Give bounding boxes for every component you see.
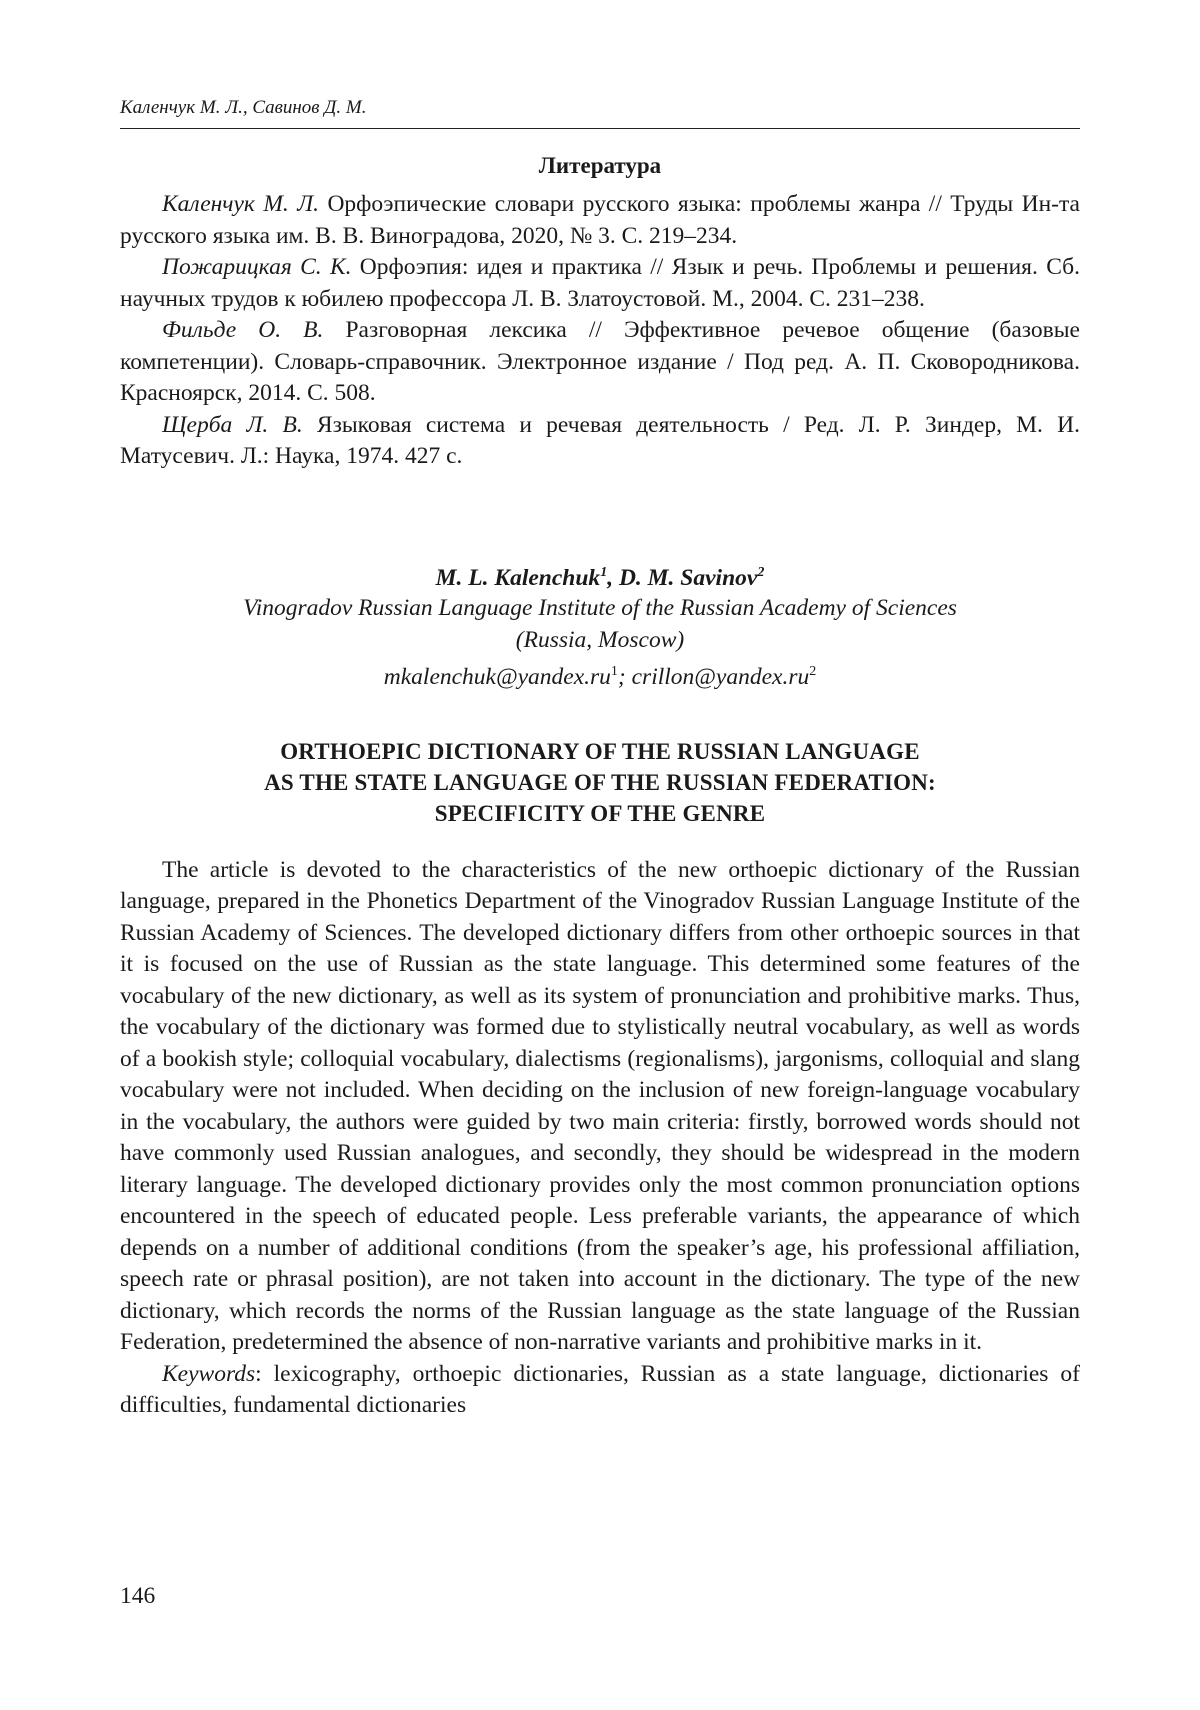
email-2-marker: 2 (809, 664, 817, 680)
title-line-2: AS THE STATE LANGUAGE OF THE RUSSIAN FEDERATION: (264, 769, 936, 795)
affiliation-line-2: (Russia, Moscow) (515, 626, 685, 653)
title-line-3: SPECIFICITY OF THE GENRE (434, 800, 766, 826)
reference-item (120, 410, 1080, 473)
reference-list (120, 189, 1080, 473)
title-line-1: ORTHOEPIC DICTIONARY OF THE RUSSIAN LANGUAGE (280, 738, 920, 764)
reference-authors: Фильде О. В. (162, 317, 324, 343)
keywords-text: : lexicography, orthoepic dictionaries, Russian as a state language, dictionaries of difficulties, fundamental dictionaries (120, 1360, 1080, 1419)
reference-item (120, 189, 1080, 252)
author-emails (120, 656, 1080, 693)
reference-authors: Щерба Л. В. (162, 411, 303, 438)
running-head: Каленчук М. Л., Савинов Д. М. (120, 96, 1080, 129)
email-1-marker: 1 (610, 664, 618, 680)
email-2: crillon@yandex.ru (631, 664, 810, 691)
document-page (120, 96, 1080, 1422)
author-1: M. L. Kalenchuk (435, 564, 601, 591)
author-separator: , (607, 564, 619, 591)
keywords (120, 1359, 1080, 1422)
reference-item (120, 252, 1080, 315)
author-2-marker: 2 (757, 564, 765, 580)
english-authors (120, 557, 1080, 594)
reference-text: Орфоэпия: идея и практика // Язык и речь. Проблемы и решения. Сб. научных трудов к юбилею профессора Л. В. Златоустовой. М., 2004. С. 231–238. (120, 254, 1080, 312)
references-heading: Литература (538, 153, 662, 178)
reference-text: Орфоэпические словари русского языка: проблемы жанра // Труды Ин-та русского языка им. В. В. Виноградова, 2020, № 3. С. 219–234. (120, 191, 1080, 249)
author-2: D. M. Savinov (618, 564, 758, 591)
author-1-marker: 1 (600, 564, 608, 580)
keywords-label: Keywords (162, 1360, 256, 1387)
reference-authors: Каленчук М. Л. (162, 191, 320, 217)
reference-text: Языковая система и речевая деятельность / Ред. Л. Р. Зиндер, М. И. Матусевич. Л.: Наука, 1974. 427 с. (120, 411, 1080, 469)
email-separator: ; (617, 664, 632, 691)
affiliation-line-1: Vinogradov Russian Language Institute of the Russian Academy of Sciences (243, 595, 957, 622)
page-number: 146 (120, 1583, 156, 1609)
reference-text: Разговорная лексика // Эффективное речевое общение (базовые компетенции). Словарь-справочник. Электронное издание / Под ред. А. П. Сковородникова. Красноярск, 2014. С. 508. (120, 317, 1080, 406)
reference-authors: Пожарицкая С. К. (162, 254, 352, 280)
abstract (120, 855, 1080, 1359)
english-author-block (120, 557, 1080, 694)
abstract-text: The article is devoted to the characteristics of the new orthoepic dictionary of the Russian language, prepared in the Phonetics Department of the Vinogradov Russian Language Institute of the Russian Academy of Sciences. The developed dictionary differs from other orthoepic sources in that it is focused on the use of Russian as the state language. This determined some features of the vocabulary of the new dictionary, as well as its system of pronunciation and prohibitive marks. Thus, the vocabulary of the dictionary was formed due to stylistically neutral vocabulary, as well as words of a bookish style; colloquial vocabulary, dialectisms (regionalisms), jargonisms, colloquial and slang vocabulary were not included. When deciding on the inclusion of new foreign-language vocabulary in the vocabulary, the authors were guided by two main criteria: firstly, borrowed words should not have commonly used Russian analogues, and secondly, they should be widespread in the modern literary language. The developed dictionary provides only the most common pronunciation options encountered in the speech of educated people. Less preferable variants, the appearance of which depends on a number of additional conditions (from the speaker’s age, his professional affiliation, speech rate or phrasal position), are not taken into account in the dictionary. The type of the new dictionary, which records the norms of the Russian language as the state language of the Russian Federation, predetermined the absence of non-narrative variants and prohibitive marks in it. (120, 856, 1080, 1356)
email-1: mkalenchuk@yandex.ru (383, 664, 611, 691)
reference-item (120, 315, 1080, 410)
article-title (120, 736, 1080, 829)
